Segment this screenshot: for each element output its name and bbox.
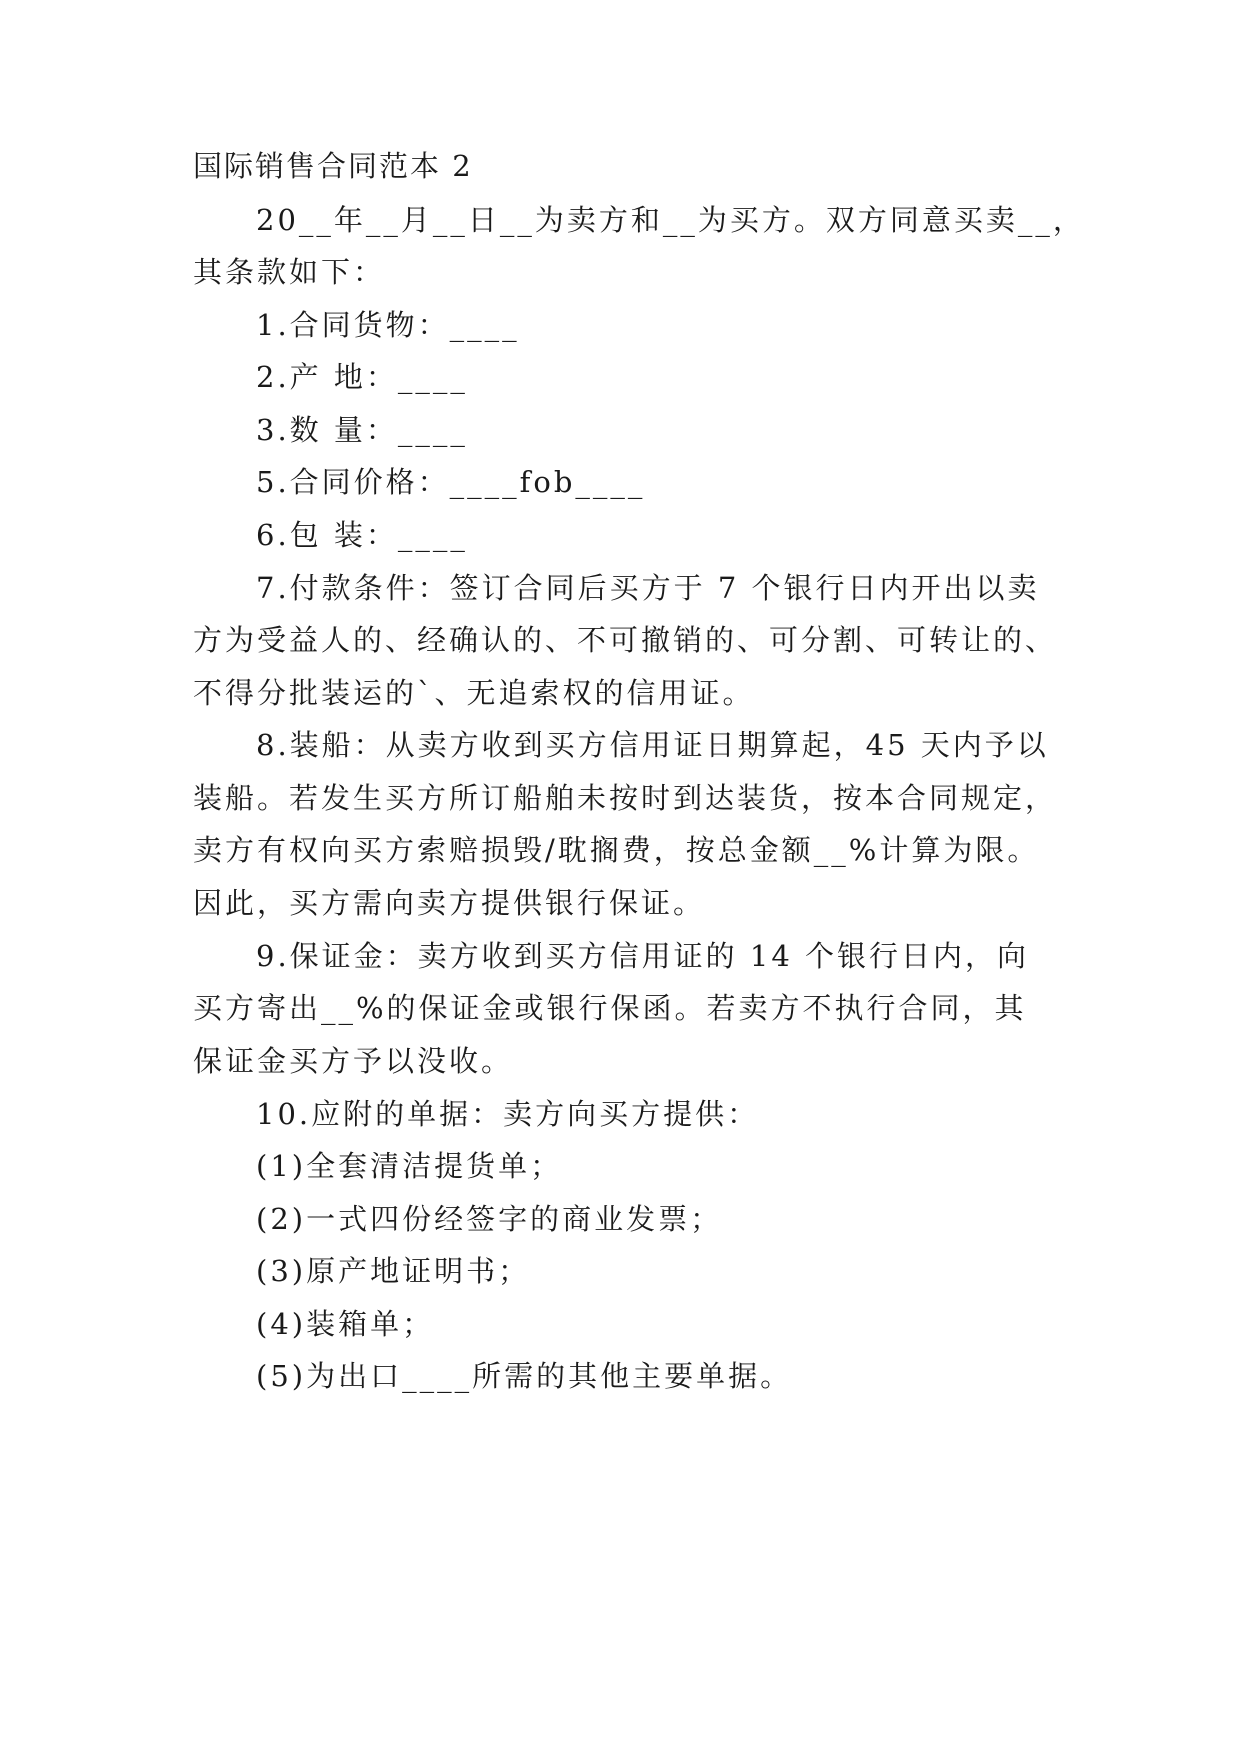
clause-shipment-line-2: 装船。若发生买方所订船舶未按时到达装货，按本合同规定， [193,781,1058,815]
clause-quantity: 3.数 量：____ [256,413,468,447]
clause-price: 5.合同价格：____fob____ [256,465,646,499]
clause-goods: 1.合同货物：____ [256,308,520,342]
clause-deposit-line-1: 9.保证金：卖方收到买方信用证的 14 个银行日内，向 [256,939,1030,973]
clause-deposit-line-2: 买方寄出__%的保证金或银行保函。若卖方不执行合同，其 [193,991,1027,1025]
intro-line-2: 其条款如下： [193,255,386,289]
clause-documents-heading: 10.应附的单据：卖方向买方提供： [256,1097,760,1131]
clause-packing: 6.包 装：____ [256,518,468,552]
document-list-item: (3)原产地证明书； [256,1254,531,1288]
clause-origin: 2.产 地：____ [256,360,468,394]
clause-payment-line-2: 方为受益人的、经确认的、不可撤销的、可分割、可转让的、 [193,623,1058,657]
document-list-item: (5)为出口____所需的其他主要单据。 [256,1359,793,1393]
clause-deposit-line-3: 保证金买方予以没收。 [193,1044,514,1078]
document-list-item: (1)全套清洁提货单； [256,1149,563,1183]
document-title: 国际销售合同范本 2 [193,149,473,183]
clause-shipment-line-1: 8.装船：从卖方收到买方信用证日期算起，45 天内予以 [256,728,1049,762]
clause-payment-line-1: 7.付款条件：签订合同后买方于 7 个银行日内开出以卖 [256,571,1040,605]
intro-line-1: 20__年__月__日__为卖方和__为买方。双方同意买卖__， [256,203,1085,237]
clause-payment-line-3: 不得分批装运的`、无追索权的信用证。 [193,676,755,710]
document-list-item: (4)装箱单； [256,1307,435,1341]
clause-shipment-line-3: 卖方有权向买方索赔损毁/耽搁费，按总金额__%计算为限。 [193,833,1040,867]
document-list-item: (2)一式四份经签字的商业发票； [256,1202,723,1236]
clause-shipment-line-4: 因此，买方需向卖方提供银行保证。 [193,886,706,920]
